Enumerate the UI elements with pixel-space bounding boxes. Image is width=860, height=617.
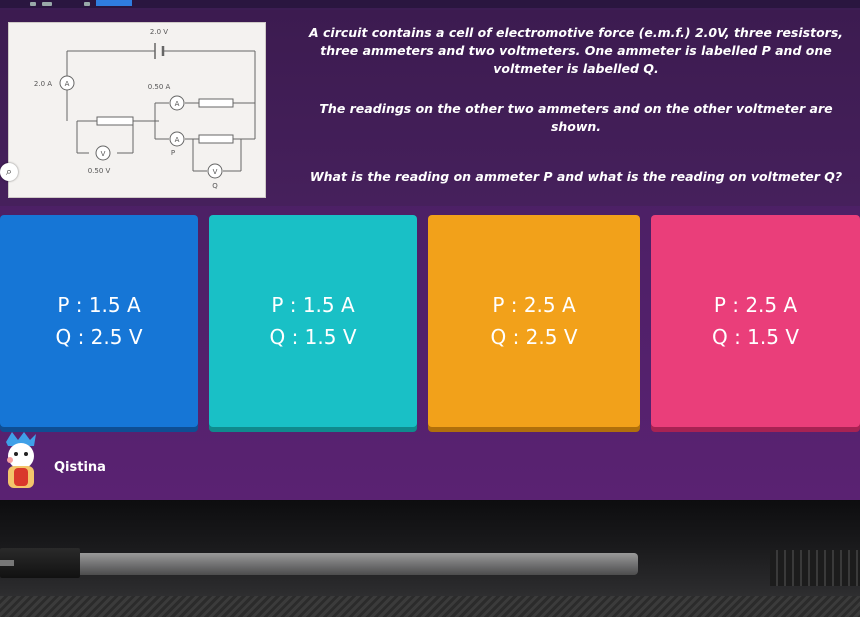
question-text-1: A circuit contains a cell of electromotive force (e.m.f.) 2.0V, three resistors, three ammeters and two voltmeters. One ammeter is labelled P and one voltmeter is labelled Q. <box>308 25 844 76</box>
question-text-3: What is the reading on ammeter P and what is the reading on voltmeter Q? <box>309 169 843 184</box>
penguin-avatar-icon <box>0 432 42 494</box>
answer-p-value: P : 1.5 A <box>57 293 141 317</box>
ammeter-p-label: P <box>170 149 176 157</box>
zoom-icon[interactable]: ⌕ <box>0 163 18 181</box>
answer-q-value: Q : 1.5 V <box>269 325 357 349</box>
voltmeter-label: 0.50 V <box>87 167 111 175</box>
progress-indicator <box>96 0 132 6</box>
question-panel <box>0 10 860 206</box>
voltmeter-q-label: Q <box>212 182 218 190</box>
answer-p-value: P : 1.5 A <box>271 293 355 317</box>
status-dot <box>84 2 90 6</box>
top-status-bar <box>0 0 860 8</box>
answer-q-value: Q : 2.5 V <box>55 325 143 349</box>
answer-option-2[interactable] <box>209 215 417 427</box>
ammeter-p-symbol: A <box>174 136 180 144</box>
answer-q-value: Q : 1.5 V <box>711 325 800 349</box>
voltmeter-q-symbol: V <box>212 168 218 176</box>
stylus-pen <box>10 553 638 575</box>
ammeter-branch-symbol: A <box>174 100 180 108</box>
emf-label: 2.0 V <box>149 28 169 36</box>
ammeter-total-symbol: A <box>64 80 70 88</box>
answer-option-3[interactable] <box>428 215 640 427</box>
laptop-edge <box>0 596 860 617</box>
question-text-2: The readings on the other two ammeters and on the other voltmeter are shown. <box>319 101 833 134</box>
keyboard-edge <box>770 550 860 586</box>
circuit-diagram <box>8 22 266 198</box>
status-dot <box>42 2 52 6</box>
voltmeter-symbol: V <box>100 150 106 158</box>
player-bar <box>0 432 860 500</box>
answer-p-value: P : 2.5 A <box>492 293 576 317</box>
answer-option-1[interactable] <box>0 215 198 427</box>
stylus-tip <box>0 560 14 566</box>
answer-option-4[interactable] <box>651 215 860 427</box>
status-dot <box>30 2 36 6</box>
ammeter-total-label: 2.0 A <box>33 80 53 88</box>
circuit-diagram-svg <box>9 23 265 197</box>
answer-q-value: Q : 2.5 V <box>490 325 578 349</box>
ammeter-branch-label: 0.50 A <box>147 83 171 91</box>
answer-p-value: P : 2.5 A <box>713 293 798 317</box>
player-name: Qistina <box>54 460 106 475</box>
